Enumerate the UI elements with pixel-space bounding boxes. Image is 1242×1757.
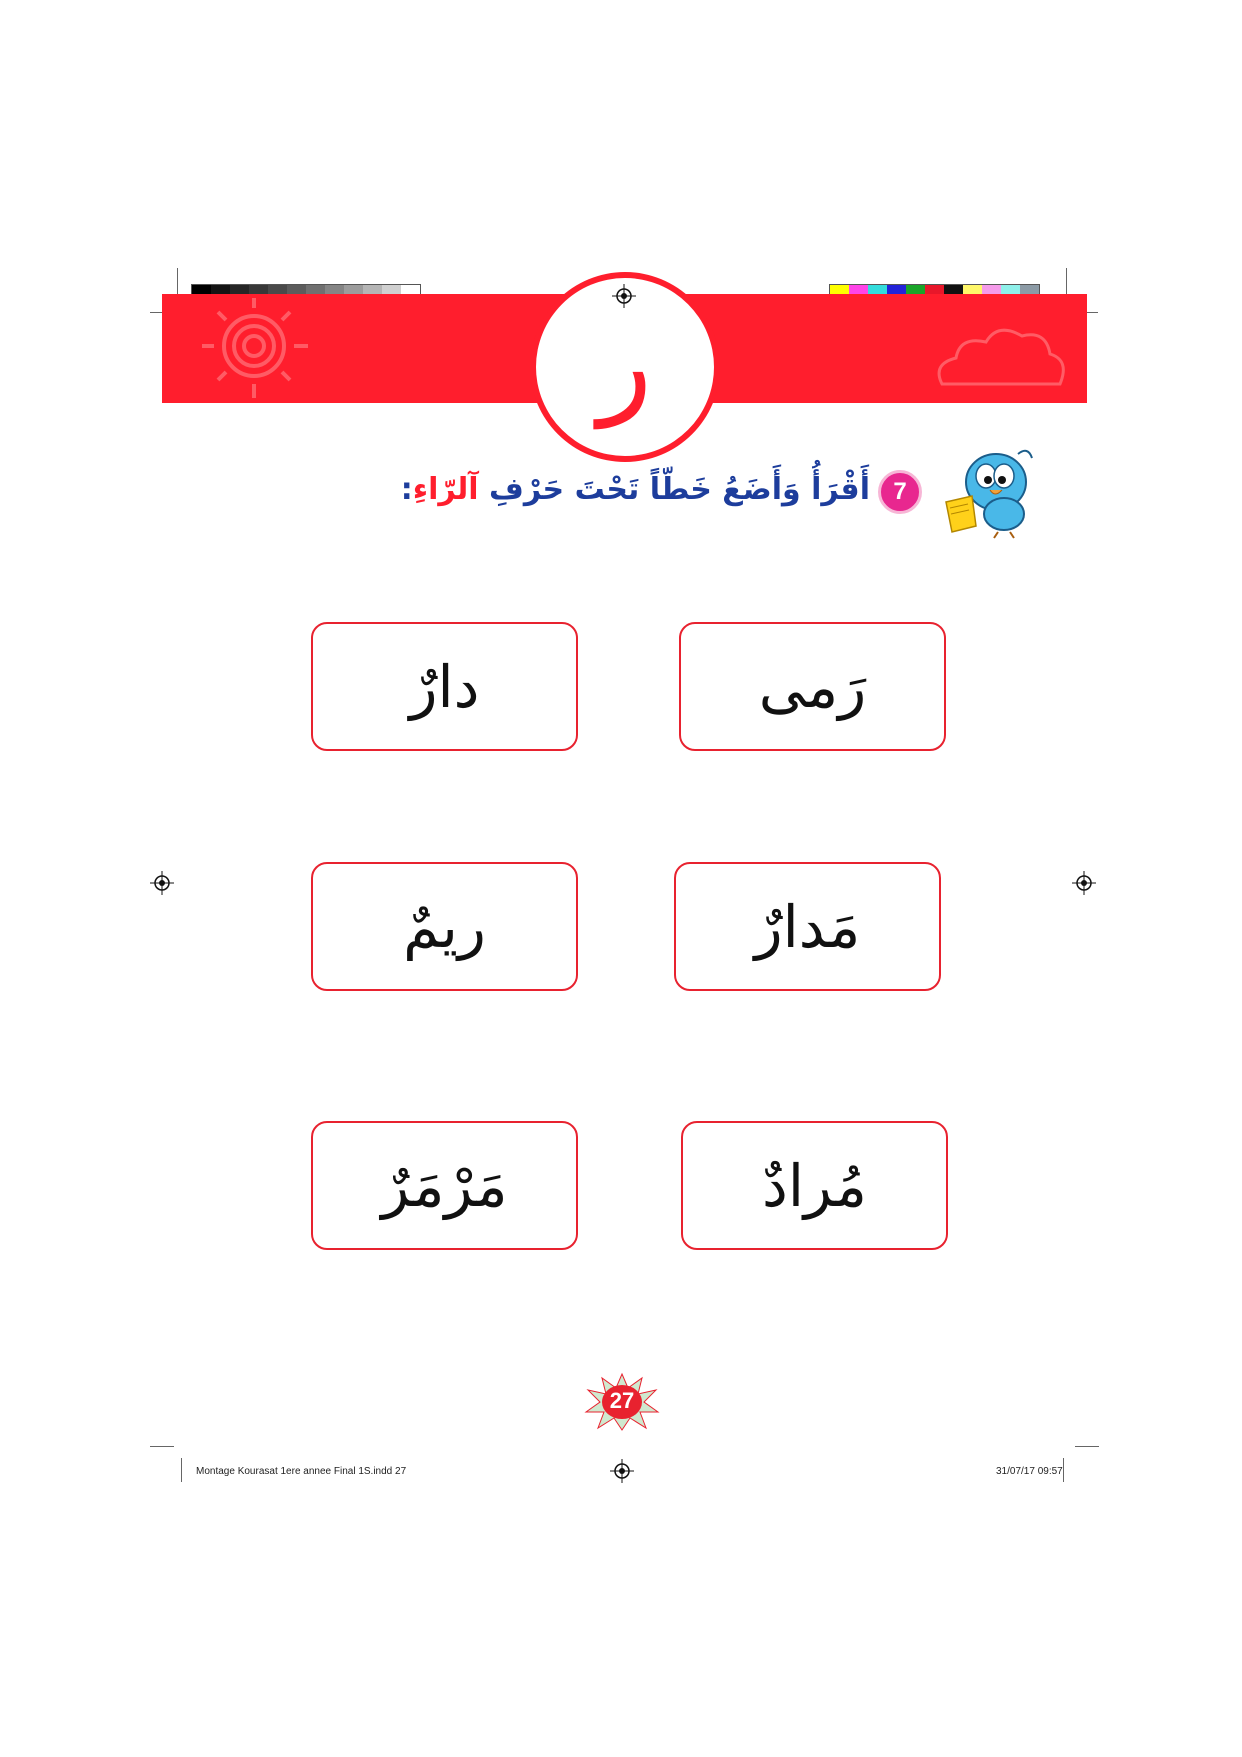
exercise-number-badge: 7 — [878, 470, 922, 514]
sun-decoration-icon — [182, 294, 322, 403]
registration-mark-icon — [612, 284, 636, 308]
crop-mark — [181, 1458, 182, 1482]
crop-mark — [150, 1446, 174, 1447]
registration-mark-icon — [610, 1459, 634, 1483]
registration-mark-icon — [1072, 871, 1096, 895]
bird-reading-book-icon — [938, 440, 1038, 540]
header-letter: ر — [597, 299, 653, 429]
word-card — [311, 622, 578, 751]
word-text: ريمٌ — [403, 892, 486, 961]
instruction-highlight: آلرّاءِ — [412, 472, 479, 507]
instruction-text: أَقْرَأُ وَأَضَعُ خَطّاً تَحْتَ حَرْفِ — [478, 472, 870, 507]
word-text: مُرادٌ — [761, 1151, 867, 1220]
registration-mark-icon — [150, 871, 174, 895]
word-text: مَرْمَرٌ — [381, 1151, 508, 1220]
exercise-instruction — [401, 472, 870, 507]
date-info: 31/07/17 09:57 — [996, 1466, 1063, 1477]
word-card — [674, 862, 941, 991]
crop-mark — [1063, 1458, 1064, 1482]
word-text: دارٌ — [409, 652, 480, 721]
instruction-colon: : — [400, 472, 413, 507]
word-card — [311, 862, 578, 991]
file-info: Montage Kourasat 1ere annee Final 1S.indd 27 — [196, 1466, 407, 1477]
word-card — [311, 1121, 578, 1250]
word-text: رَمى — [758, 652, 867, 721]
word-text: مَدارٌ — [754, 892, 861, 961]
word-card — [681, 1121, 948, 1250]
crop-mark — [1075, 1446, 1099, 1447]
page-number: 27 — [609, 1388, 635, 1413]
cloud-decoration-icon — [922, 294, 1072, 403]
word-card — [679, 622, 946, 751]
